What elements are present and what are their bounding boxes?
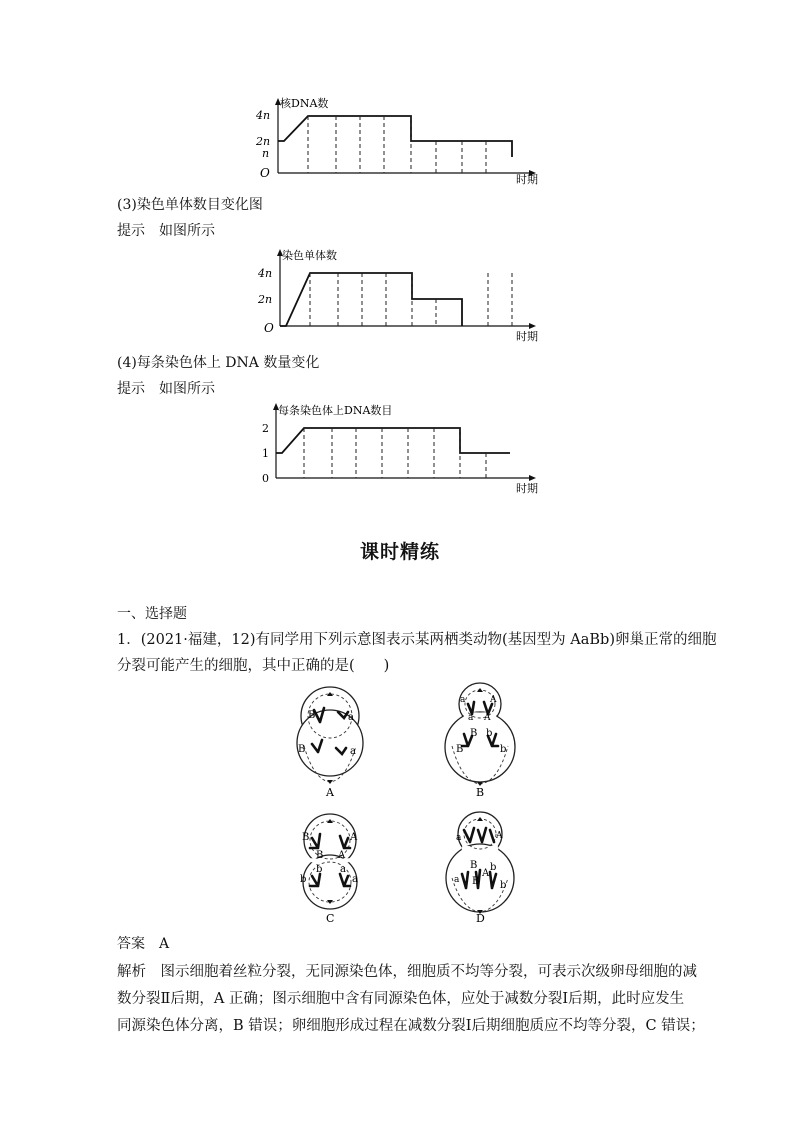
- allele-label: a: [468, 713, 474, 723]
- x-axis-label: 时期: [516, 173, 538, 186]
- y-tick-label: n: [262, 147, 270, 160]
- y-tick-label: 2n: [256, 135, 271, 148]
- allele-label: b: [490, 862, 497, 873]
- answer: 答案 A: [117, 936, 170, 952]
- y-tick-label: 0: [262, 472, 269, 485]
- allele-label: a: [350, 746, 356, 757]
- allele-label: b: [316, 864, 323, 875]
- allele-label: a: [460, 695, 466, 705]
- analysis-line-1: 解析 图示细胞着丝粒分裂，无同源染色体，细胞质不均等分裂，可表示次级卵母细胞的减: [117, 964, 697, 980]
- allele-label: A: [350, 832, 358, 843]
- allele-label: A: [490, 695, 497, 705]
- allele-label: B: [308, 710, 316, 721]
- chromatid-count-graph: [250, 246, 550, 344]
- diagram-caption: A: [326, 786, 334, 798]
- allele-label: A: [482, 868, 490, 879]
- allele-label: A: [496, 831, 503, 841]
- section-4-hint: 提示 如图所示: [117, 381, 215, 397]
- x-axis-arrow: [529, 475, 536, 481]
- allele-label: B: [472, 876, 480, 887]
- allele-label: A: [338, 850, 346, 861]
- origin-label: O: [260, 166, 270, 180]
- analysis-line-2: 数分裂Ⅱ后期，A 正确；图示细胞中含有同源染色体，应处于减数分裂Ⅰ后期，此时应发生: [117, 991, 685, 1007]
- y-tick-label: 2n: [258, 293, 273, 306]
- exercise-section-heading: 一、选择题: [117, 606, 187, 622]
- allele-label: b: [300, 874, 307, 885]
- section-3-hint: 提示 如图所示: [117, 223, 215, 239]
- period-dividers: [308, 116, 486, 173]
- period-dividers: [310, 273, 512, 326]
- analysis-line-3: 同源染色体分离，B 错误；卵细胞形成过程在减数分裂Ⅰ后期细胞质应不均等分裂，C 错误；: [117, 1018, 705, 1034]
- allele-label: B: [316, 850, 324, 861]
- section-3-heading: (3)染色单体数目变化图: [117, 197, 263, 213]
- diagram-caption: B: [476, 786, 485, 798]
- y-axis-label: 染色单体数: [282, 249, 337, 262]
- dna-per-chromosome-graph: [252, 402, 552, 498]
- allele-label: B: [302, 832, 310, 843]
- allele-label: B: [470, 860, 478, 871]
- allele-label: b: [486, 728, 493, 739]
- allele-label: B: [470, 728, 478, 739]
- dna-line: [278, 116, 512, 157]
- allele-label: a: [348, 712, 354, 723]
- allele-label: B: [298, 744, 306, 755]
- allele-label: a: [456, 833, 462, 843]
- allele-label: B: [456, 744, 464, 755]
- diagram-caption: C: [326, 912, 335, 925]
- y-tick-label: 4n: [256, 109, 271, 122]
- y-axis-label: 每条染色体上DNA数目: [278, 404, 393, 417]
- allele-label: b: [500, 880, 507, 891]
- cell-diagram-d: [440, 810, 520, 928]
- x-axis-arrow: [529, 323, 536, 329]
- allele-label: a: [352, 874, 358, 885]
- allele-label: a: [454, 875, 460, 885]
- allele-label: b: [500, 744, 507, 755]
- allele-label: A: [484, 713, 491, 723]
- cell-diagram-a: [290, 680, 370, 798]
- page-title: 课时精练: [359, 541, 440, 563]
- question-1-line-2: 分裂可能产生的细胞，其中正确的是( ): [117, 658, 390, 674]
- y-tick-label: 4n: [258, 267, 273, 280]
- question-1-line-1: 1．(2021·福建，12)有同学用下列示意图表示某两栖类动物(基因型为 AaBb)卵巢正常的细胞: [117, 632, 717, 648]
- y-tick-label: 1: [262, 447, 269, 460]
- period-dividers: [304, 428, 486, 478]
- origin-label: O: [264, 321, 274, 335]
- y-tick-label: 2: [262, 422, 269, 435]
- nuclear-dna-graph: [250, 95, 550, 187]
- dna-per-chromosome-line: [276, 428, 510, 453]
- cell-diagram-b: [440, 680, 520, 798]
- y-axis-label: 核DNA数: [280, 97, 329, 110]
- diagram-caption: D: [476, 912, 485, 925]
- chromatid-line: [280, 273, 462, 326]
- allele-label: a: [340, 864, 346, 875]
- x-axis-label: 时期: [516, 482, 538, 495]
- section-4-heading: (4)每条染色体上 DNA 数量变化: [117, 355, 320, 371]
- x-axis-label: 时期: [516, 330, 538, 343]
- cell-diagram-c: [290, 810, 370, 928]
